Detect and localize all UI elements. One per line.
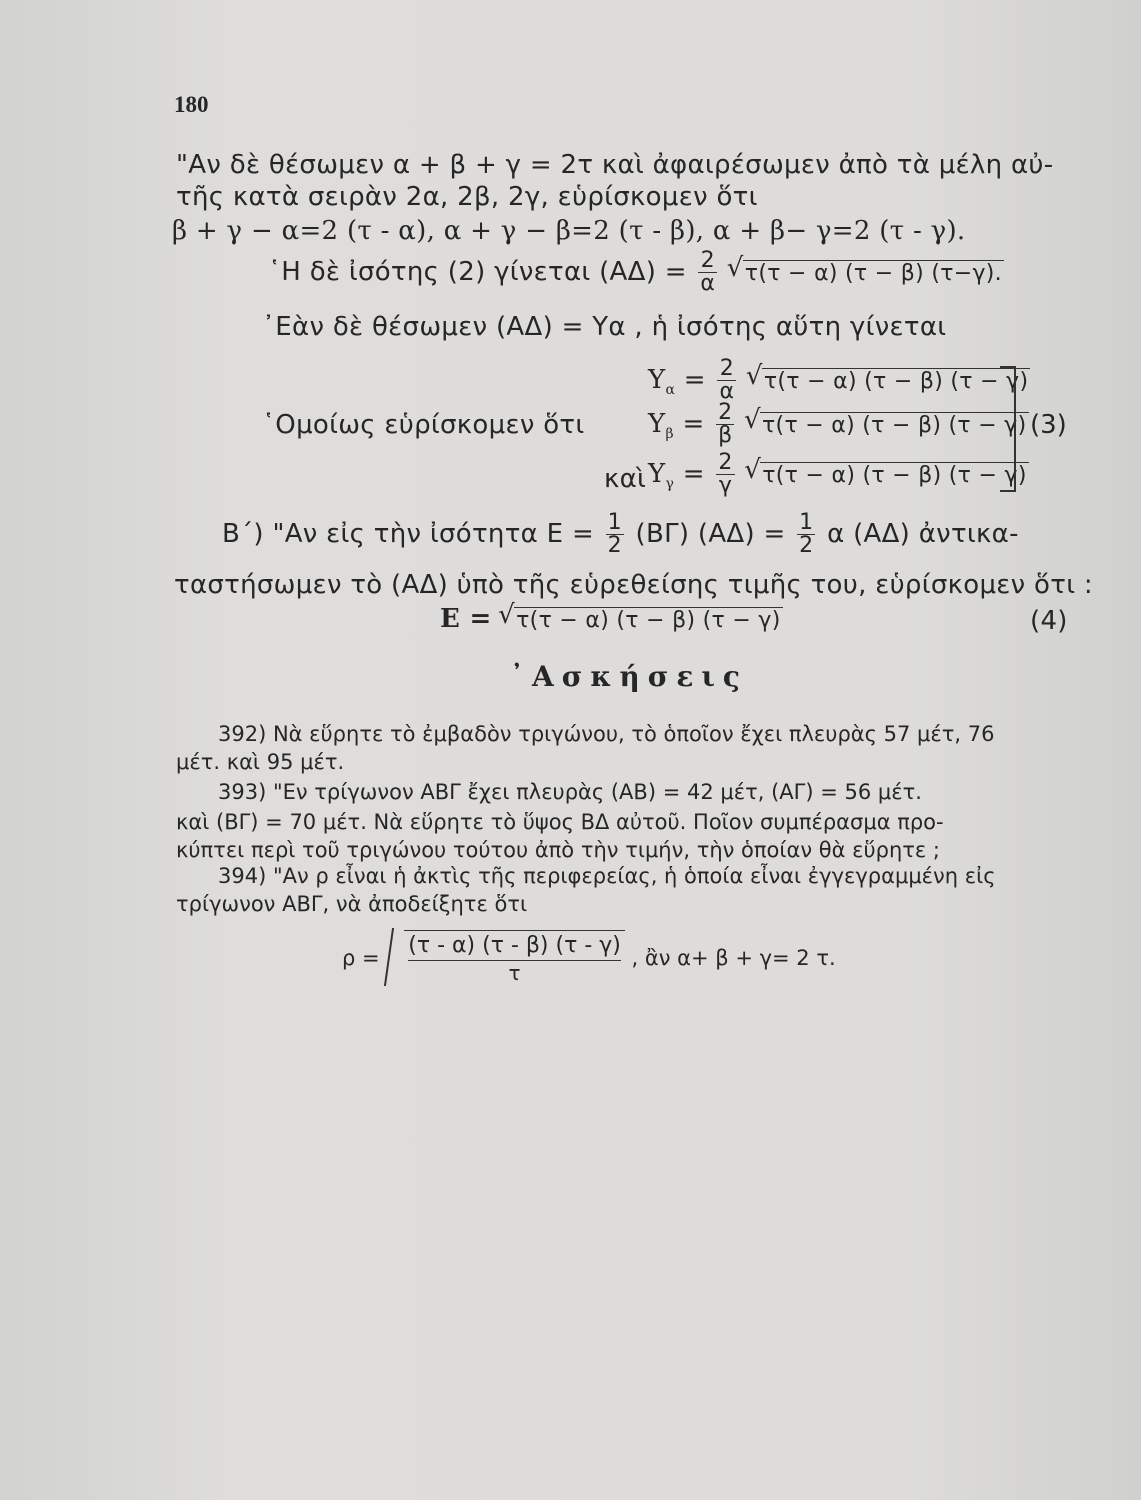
square-root — [729, 257, 1004, 287]
text-segment: (ΒΓ) (ΑΔ) = — [635, 519, 786, 549]
denominator: 2 — [607, 533, 622, 558]
equation-heron — [440, 604, 783, 634]
denominator: α — [719, 379, 735, 404]
page-number: 180 — [174, 92, 209, 117]
fraction — [404, 930, 625, 985]
equation-label: (3) — [1030, 410, 1067, 440]
section-heading: ᾿Ασκήσεις — [510, 660, 748, 693]
equation-y-beta: $\Upsilon_\beta$ = $\frac{2}{\beta}$ √ τ(τ − α) (τ − β) (τ − γ) — [648, 402, 1029, 447]
y-letter: Υ — [648, 365, 666, 395]
exercise-393-line: κύπτει περὶ τοῦ τριγώνου τούτου ἀπὸ τὴν τιμήν, τὴν ὁποίαν θὰ εὕρητε ; — [176, 838, 940, 862]
denominator: α — [700, 271, 716, 296]
numerator: 2 — [718, 450, 733, 475]
text-line: "Αν δὲ θέσωμεν α + β + γ = 2τ καὶ ἀφαιρέσωμεν ἀπὸ τὰ μέλη αὐ- — [176, 150, 1054, 180]
y-symbol — [648, 409, 674, 443]
text-line: ῾Ομοίως εὑρίσκομεν ὅτι — [262, 410, 585, 440]
formula-lhs: Ε = — [440, 604, 492, 634]
rho-condition: , ἂν α+ β + γ= 2 τ. — [631, 945, 836, 970]
equation-adelta — [268, 250, 1004, 295]
y-symbol — [648, 365, 676, 399]
fraction — [716, 452, 734, 497]
equation-area — [222, 512, 1019, 557]
numerator: 2 — [700, 248, 715, 273]
equation-label: (4) — [1030, 606, 1068, 636]
radicand: τ(τ − α) (τ − β) (τ − γ) — [762, 413, 1027, 438]
equation-y-gamma: $\Upsilon_\gamma$ = $\frac{2}{\gamma}$ √ τ(τ − α) (τ − β) (τ − γ) — [648, 452, 1029, 497]
exercise-394-line: τρίγωνον ΑΒΓ, νὰ ἀποδείξητε ὅτι — [176, 892, 528, 916]
radicand: τ(τ − α) (τ − β) (τ − γ) — [516, 608, 781, 633]
exercise-393-line: 393) "Εν τρίγωνον ΑΒΓ ἔχει πλευρὰς (ΑΒ) = 42 μέτ, (ΑΓ) = 56 μέτ. — [218, 780, 922, 804]
exercise-394-line: 394) "Αν ρ εἶναι ἡ ἀκτὶς τῆς περιφερείας, ἡ ὁποία εἶναι ἐγγεγραμμένη εἰς — [218, 864, 996, 888]
text-segment: Β΄) "Αν εἰς τὴν ἰσότητα Ε = — [222, 519, 595, 549]
numerator: 1 — [799, 510, 814, 535]
denominator: 2 — [799, 533, 814, 558]
square-root — [746, 459, 1029, 489]
text-segment: α (ΑΔ) ἀντικα- — [827, 519, 1019, 549]
text-segment: ῾Η δὲ ἰσότης (2) γίνεται (ΑΔ) = — [268, 257, 687, 287]
fraction — [717, 358, 736, 403]
fraction — [698, 250, 717, 295]
equation-y-alpha: $\Upsilon_\alpha$ = $\frac{2}{\alpha}$ √ τ(τ − α) (τ − β) (τ − γ) — [648, 358, 1030, 403]
y-symbol — [648, 459, 675, 493]
text-word: καὶ — [604, 464, 647, 494]
y-subscript: α — [665, 382, 676, 399]
fraction-half — [797, 512, 815, 557]
equation-line: β + γ − α=2 (τ - α), α + γ − β=2 (τ - β), α + β− γ=2 (τ - γ). — [172, 216, 966, 246]
radicand: τ(τ − α) (τ − β) (τ − γ) — [763, 369, 1029, 394]
exercise-392-line: μέτ. καὶ 95 μέτ. — [176, 750, 345, 774]
y-subscript: γ — [665, 476, 675, 493]
exercise-392-line: 392) Νὰ εὕρητε τὸ ἐμβαδὸν τριγώνου, τὸ ὁποῖον ἔχει πλευρὰς 57 μέτ, 76 — [218, 722, 995, 746]
text-line: ᾿Εὰν δὲ θέσωμεν (ΑΔ) = Υα , ἡ ἰσότης αὕτη γίνεται — [262, 312, 947, 342]
radicand: τ(τ − α) (τ − β) (τ − γ) — [762, 463, 1027, 488]
numerator: (τ - α) (τ - β) (τ - γ) — [408, 933, 621, 961]
square-root — [500, 604, 783, 634]
fraction — [716, 402, 734, 447]
denominator: γ — [716, 474, 734, 497]
y-letter: Υ — [648, 409, 666, 439]
numerator: 2 — [719, 356, 735, 381]
denominator: τ — [508, 961, 521, 985]
y-letter: Υ — [648, 459, 666, 489]
square-root — [386, 930, 625, 985]
y-subscript: β — [665, 426, 674, 443]
denominator: β — [718, 423, 733, 448]
text-line: τῆς κατὰ σειρὰν 2α, 2β, 2γ, εὑρίσκομεν ὅτι — [176, 182, 758, 212]
square-root — [748, 365, 1031, 395]
equation-rho — [342, 930, 836, 985]
square-root — [746, 409, 1029, 439]
radicand: τ(τ − α) (τ − β) (τ−γ). — [744, 261, 1002, 286]
fraction-half — [606, 512, 624, 557]
text-line: ταστήσωμεν τὸ (ΑΔ) ὑπὸ τῆς εὑρεθείσης τιμῆς του, εὑρίσκομεν ὅτι : — [174, 570, 1093, 600]
numerator: 2 — [718, 400, 733, 425]
rho-lhs: ρ = — [342, 945, 380, 970]
system-brace — [1000, 366, 1016, 492]
exercise-393-line: καὶ (ΒΓ) = 70 μέτ. Νὰ εὕρητε τὸ ὕψος ΒΔ αὐτοῦ. Ποῖον συμπέρασμα προ- — [176, 810, 944, 834]
numerator: 1 — [607, 510, 622, 535]
